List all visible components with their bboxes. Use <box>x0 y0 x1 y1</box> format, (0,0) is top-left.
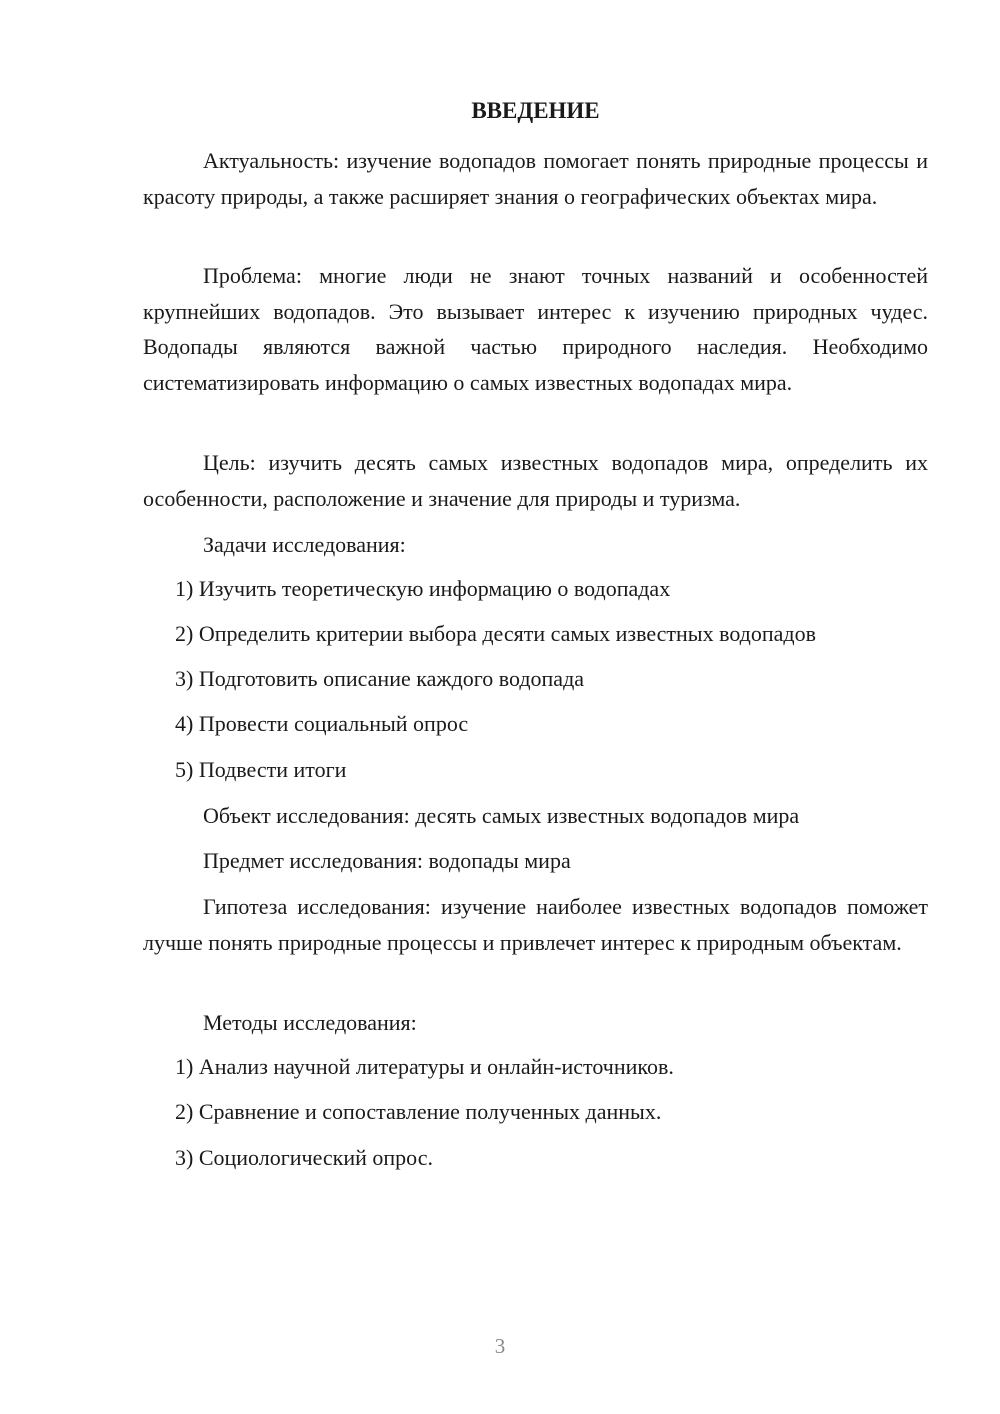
research-object: Объект исследования: десять самых известных водопадов мира <box>203 803 800 828</box>
method-item: 1) Анализ научной литературы и онлайн-источников. <box>175 1054 674 1079</box>
hypothesis-paragraph: Гипотеза исследования: изучение наиболее известных водопадов поможет лучше понять природные процессы и привлечет интерес к природным объектам. <box>143 894 928 955</box>
task-item: 1) Изучить теоретическую информацию о водопадах <box>175 576 671 601</box>
task-item: 3) Подготовить описание каждого водопада <box>175 666 585 691</box>
task-item: 4) Провести социальный опрос <box>175 711 469 736</box>
tasks-title: Задачи исследования: <box>203 532 406 557</box>
page-number: 3 <box>494 1334 506 1358</box>
methods-title: Методы исследования: <box>203 1010 417 1035</box>
relevance-paragraph: Актуальность: изучение водопадов помогает понять природные процессы и красоту природы, а также расширяет знания о географических объектах мира. <box>143 148 928 209</box>
method-item: 3) Социологический опрос. <box>175 1145 433 1170</box>
goal-paragraph: Цель: изучить десять самых известных водопадов мира, определить их особенности, расположение и значение для природы и туризма. <box>143 450 928 511</box>
section-heading: ВВЕДЕНИЕ <box>471 98 600 123</box>
method-item: 2) Сравнение и сопоставление полученных данных. <box>175 1099 662 1124</box>
research-subject: Предмет исследования: водопады мира <box>203 848 571 873</box>
problem-paragraph: Проблема: многие люди не знают точных названий и особенностей крупнейших водопадов. Это вызывает интерес к изучению природных чудес. Водопады являются важной частью природного наследия. Необходимо систематизировать информацию о самых известных водопадах мира. <box>143 263 928 395</box>
task-item: 5) Подвести итоги <box>175 757 347 782</box>
task-item: 2) Определить критерии выбора десяти самых известных водопадов <box>175 621 816 646</box>
